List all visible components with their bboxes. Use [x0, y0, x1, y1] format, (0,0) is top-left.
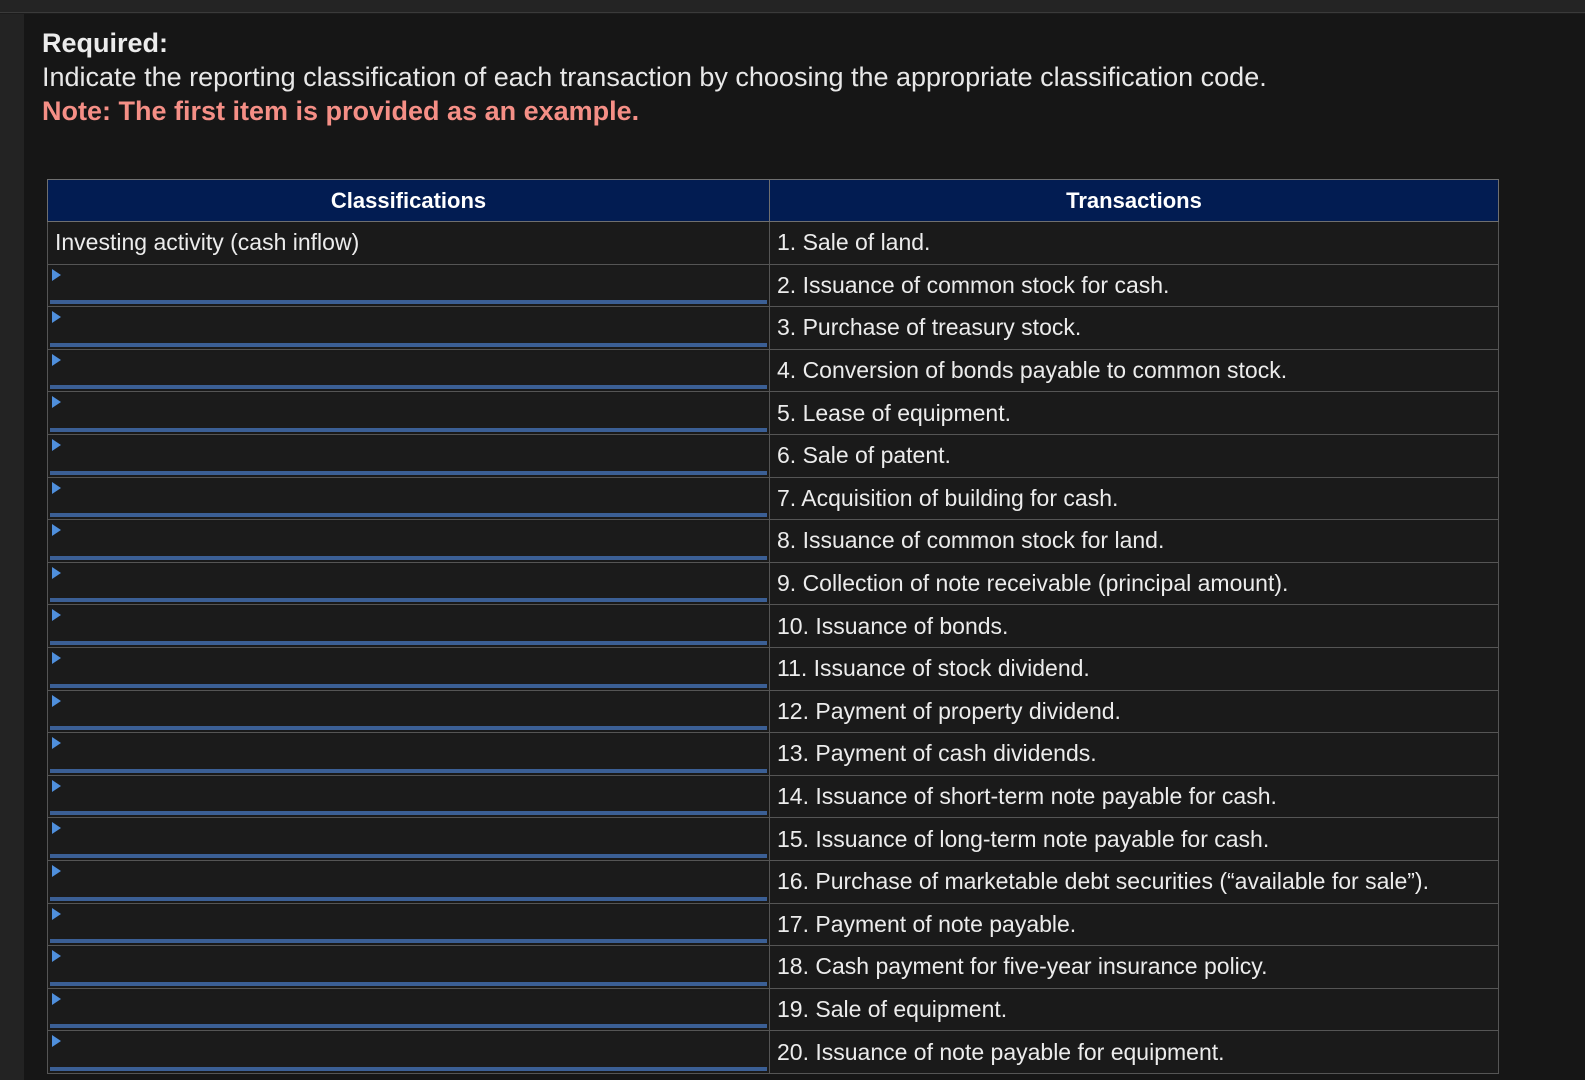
- classification-cell: [48, 562, 770, 605]
- transaction-cell: 15. Issuance of long-term note payable for cash.: [770, 818, 1499, 861]
- transaction-cell: 2. Issuance of common stock for cash.: [770, 264, 1499, 307]
- classification-cell: [48, 988, 770, 1031]
- classification-dropdown-8[interactable]: [50, 522, 767, 560]
- table-row: [48, 775, 1499, 818]
- classification-cell: [48, 903, 770, 946]
- transaction-cell: 8. Issuance of common stock for land.: [770, 520, 1499, 563]
- dropdown-arrow-icon: [52, 524, 61, 536]
- dropdown-arrow-icon: [52, 737, 61, 749]
- transaction-cell: 3. Purchase of treasury stock.: [770, 307, 1499, 350]
- classification-dropdown-15[interactable]: [50, 820, 767, 858]
- dropdown-arrow-icon: [52, 269, 61, 281]
- classification-cell: [48, 477, 770, 520]
- dropdown-arrow-icon: [52, 482, 61, 494]
- table-row: [48, 307, 1499, 350]
- top-bar: [0, 0, 1585, 13]
- classification-dropdown-16[interactable]: [50, 863, 767, 901]
- table-row: [48, 818, 1499, 861]
- classification-dropdown-3[interactable]: [50, 309, 767, 347]
- table-row: [48, 434, 1499, 477]
- table-row: [48, 349, 1499, 392]
- classification-cell: [48, 434, 770, 477]
- transaction-cell: 12. Payment of property dividend.: [770, 690, 1499, 733]
- table-row: [48, 860, 1499, 903]
- instruction-text: Indicate the reporting classification of each transaction by choosing the appropriate classification code.: [42, 62, 1267, 92]
- classification-dropdown-17[interactable]: [50, 906, 767, 944]
- transaction-cell: 18. Cash payment for five-year insurance policy.: [770, 946, 1499, 989]
- classification-example-cell: Investing activity (cash inflow): [48, 222, 770, 265]
- transaction-cell: 5. Lease of equipment.: [770, 392, 1499, 435]
- classification-cell: [48, 647, 770, 690]
- table-row: [48, 392, 1499, 435]
- classification-dropdown-2[interactable]: [50, 267, 767, 305]
- transaction-cell: 13. Payment of cash dividends.: [770, 733, 1499, 776]
- transaction-cell: 6. Sale of patent.: [770, 434, 1499, 477]
- classification-cell: [48, 307, 770, 350]
- classification-cell: [48, 775, 770, 818]
- classification-dropdown-14[interactable]: [50, 778, 767, 816]
- dropdown-arrow-icon: [52, 609, 61, 621]
- dropdown-arrow-icon: [52, 865, 61, 877]
- classification-dropdown-18[interactable]: [50, 948, 767, 986]
- dropdown-arrow-icon: [52, 354, 61, 366]
- classification-dropdown-19[interactable]: [50, 991, 767, 1029]
- dropdown-arrow-icon: [52, 908, 61, 920]
- dropdown-arrow-icon: [52, 993, 61, 1005]
- transaction-cell: 17. Payment of note payable.: [770, 903, 1499, 946]
- classification-dropdown-12[interactable]: [50, 693, 767, 731]
- transaction-cell: 9. Collection of note receivable (principal amount).: [770, 562, 1499, 605]
- classification-dropdown-13[interactable]: [50, 735, 767, 773]
- table-row: [48, 946, 1499, 989]
- transaction-cell: 20. Issuance of note payable for equipment.: [770, 1031, 1499, 1074]
- column-header-transactions: Transactions: [770, 180, 1499, 222]
- transaction-cell: 1. Sale of land.: [770, 222, 1499, 265]
- classification-cell: [48, 946, 770, 989]
- classification-cell: [48, 860, 770, 903]
- transaction-cell: 10. Issuance of bonds.: [770, 605, 1499, 648]
- transaction-cell: 4. Conversion of bonds payable to common stock.: [770, 349, 1499, 392]
- table-body: [48, 222, 1499, 1074]
- table-row: [48, 647, 1499, 690]
- transaction-cell: 19. Sale of equipment.: [770, 988, 1499, 1031]
- classification-dropdown-11[interactable]: [50, 650, 767, 688]
- dropdown-arrow-icon: [52, 950, 61, 962]
- table-row: [48, 690, 1499, 733]
- column-header-classifications: Classifications: [48, 180, 770, 222]
- table-row: [48, 222, 1499, 265]
- note-text: Note: The first item is provided as an example.: [42, 96, 640, 126]
- classification-dropdown-9[interactable]: [50, 565, 767, 603]
- transaction-cell: 7. Acquisition of building for cash.: [770, 477, 1499, 520]
- classification-dropdown-7[interactable]: [50, 480, 767, 518]
- dropdown-arrow-icon: [52, 822, 61, 834]
- classification-cell: [48, 264, 770, 307]
- classification-dropdown-20[interactable]: [50, 1033, 767, 1071]
- dropdown-arrow-icon: [52, 567, 61, 579]
- table-row: [48, 733, 1499, 776]
- classification-cell: [48, 818, 770, 861]
- classification-dropdown-5[interactable]: [50, 394, 767, 432]
- dropdown-arrow-icon: [52, 695, 61, 707]
- table-row: [48, 520, 1499, 563]
- table-row: [48, 903, 1499, 946]
- dropdown-arrow-icon: [52, 311, 61, 323]
- dropdown-arrow-icon: [52, 780, 61, 792]
- table-row: [48, 562, 1499, 605]
- dropdown-arrow-icon: [52, 396, 61, 408]
- question-heading: [42, 26, 1267, 128]
- transaction-cell: 16. Purchase of marketable debt securities (“available for sale”).: [770, 860, 1499, 903]
- classification-cell: [48, 349, 770, 392]
- table-header-row: [48, 180, 1499, 222]
- classification-cell: [48, 690, 770, 733]
- table-row: [48, 477, 1499, 520]
- classification-dropdown-6[interactable]: [50, 437, 767, 475]
- transaction-cell: 14. Issuance of short-term note payable for cash.: [770, 775, 1499, 818]
- table-row: [48, 605, 1499, 648]
- classification-table: [47, 179, 1499, 1074]
- table-row: [48, 1031, 1499, 1074]
- transaction-cell: 11. Issuance of stock dividend.: [770, 647, 1499, 690]
- table-row: [48, 988, 1499, 1031]
- classification-cell: [48, 1031, 770, 1074]
- dropdown-arrow-icon: [52, 652, 61, 664]
- classification-cell: [48, 605, 770, 648]
- classification-cell: [48, 733, 770, 776]
- left-gutter: [0, 14, 24, 1080]
- dropdown-arrow-icon: [52, 1035, 61, 1047]
- dropdown-arrow-icon: [52, 439, 61, 451]
- required-label: Required:: [42, 28, 169, 58]
- classification-dropdown-4[interactable]: [50, 352, 767, 390]
- classification-cell: [48, 520, 770, 563]
- classification-dropdown-10[interactable]: [50, 607, 767, 645]
- table-row: [48, 264, 1499, 307]
- classification-cell: [48, 392, 770, 435]
